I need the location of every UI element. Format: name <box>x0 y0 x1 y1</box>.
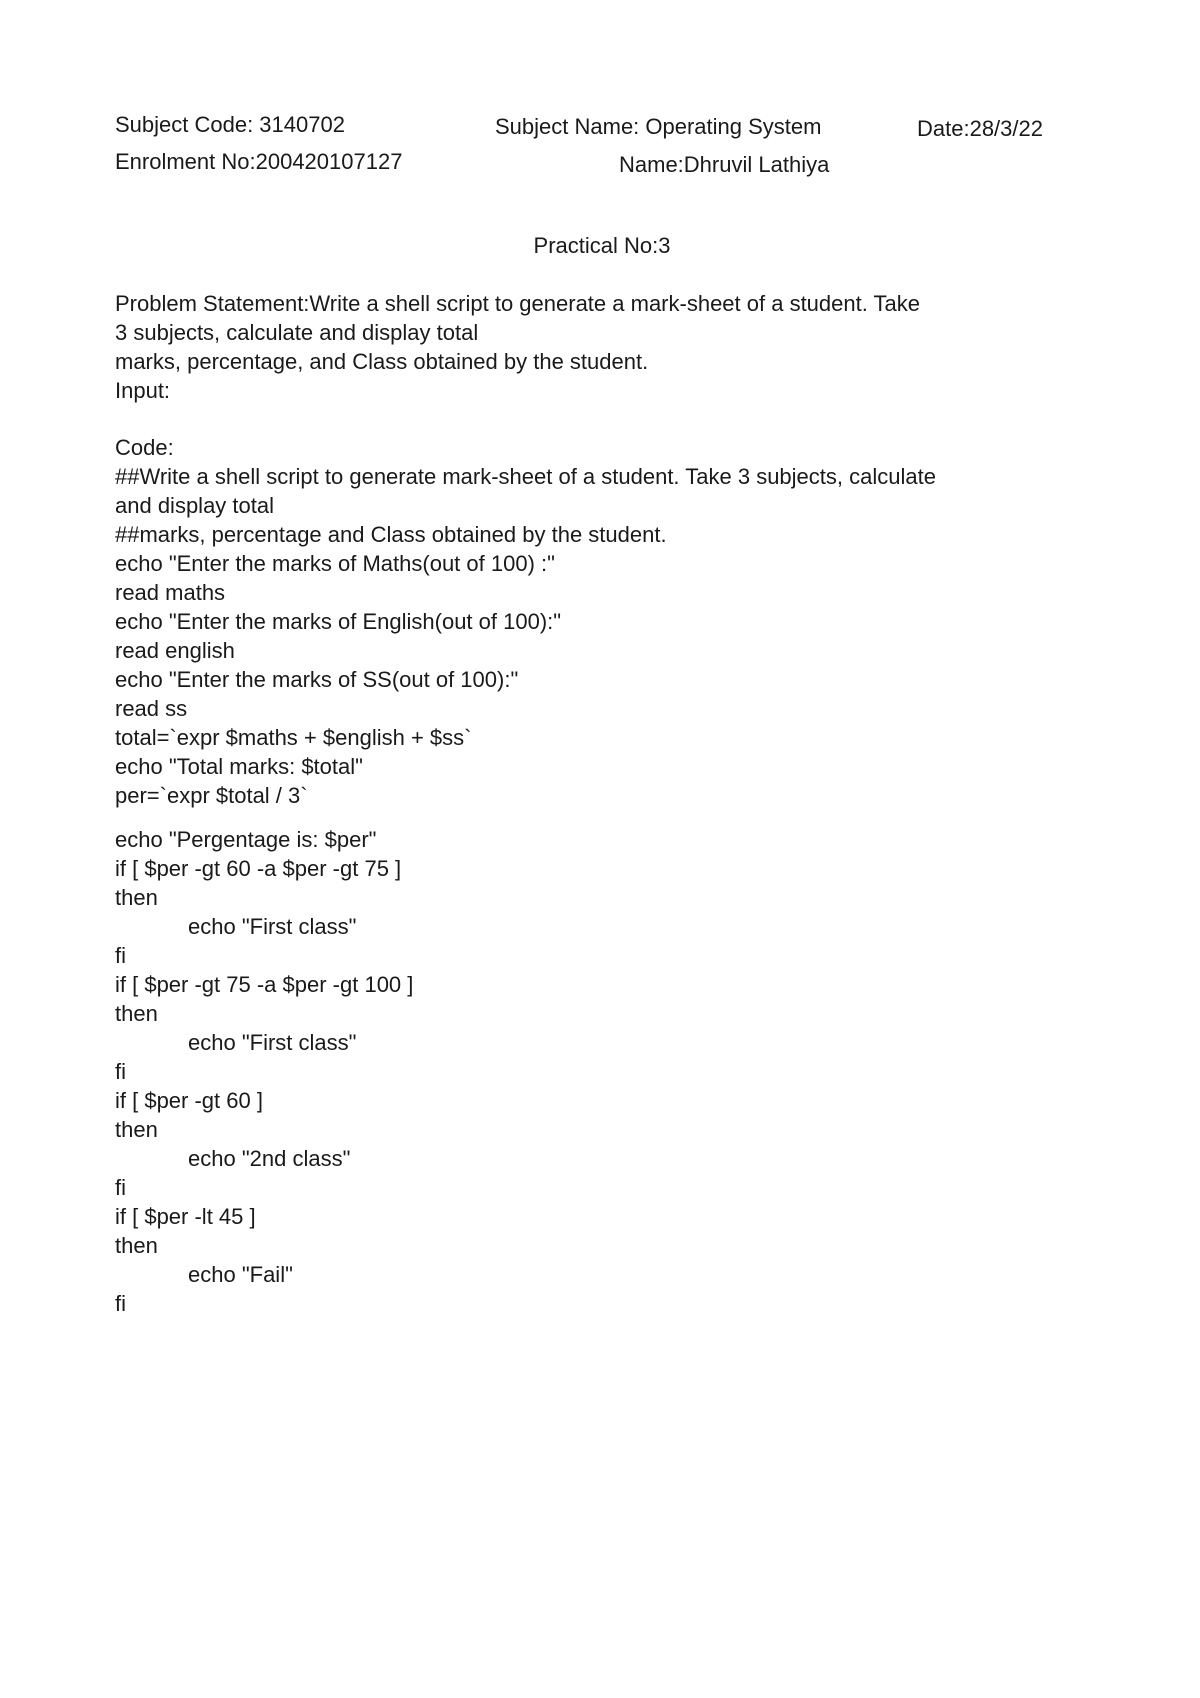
code-line: echo "First class" <box>188 914 357 939</box>
problem-line: marks, percentage, and Class obtained by the student. <box>115 349 649 374</box>
code-line: fi <box>115 1059 126 1084</box>
code-line: fi <box>115 1291 126 1316</box>
problem-statement <box>115 289 1065 405</box>
code-line: read english <box>115 638 235 663</box>
code-line: echo "First class" <box>188 1030 357 1055</box>
code-line: then <box>115 1233 158 1258</box>
student-name: Name:Dhruvil Lathiya <box>619 152 830 177</box>
date: Date:28/3/22 <box>917 116 1043 141</box>
code-line: read ss <box>115 696 188 721</box>
subject-code: Subject Code: 3140702 <box>115 112 345 137</box>
subject-name: Subject Name: Operating System <box>495 114 822 139</box>
code-line: if [ $per -gt 75 -a $per -gt 100 ] <box>115 972 414 997</box>
code-line: echo "Total marks: $total" <box>115 754 363 779</box>
code-line: then <box>115 1001 158 1026</box>
input-label: Input: <box>115 378 171 403</box>
code-line: then <box>115 1117 158 1142</box>
code-line: ##Write a shell script to generate mark-sheet of a student. Take 3 subjects, calculate <box>115 464 936 489</box>
code-line: total=`expr $maths + $english + $ss` <box>115 725 472 750</box>
code-line: if [ $per -gt 60 -a $per -gt 75 ] <box>115 856 402 881</box>
code-line: echo "Fail" <box>188 1262 293 1287</box>
code-line: ##marks, percentage and Class obtained by the student. <box>115 522 667 547</box>
code-line: fi <box>115 943 126 968</box>
code-line: if [ $per -gt 60 ] <box>115 1088 263 1113</box>
code-line: echo "Enter the marks of English(out of 100):" <box>115 609 562 634</box>
code-line: echo "Enter the marks of SS(out of 100):" <box>115 667 519 692</box>
code-line: echo "2nd class" <box>188 1146 351 1171</box>
code-line: echo "Pergentage is: $per" <box>115 827 377 852</box>
code-line: if [ $per -lt 45 ] <box>115 1204 256 1229</box>
problem-line: 3 subjects, calculate and display total <box>115 320 479 345</box>
enrolment-number: Enrolment No:200420107127 <box>115 149 403 174</box>
code-label: Code: <box>115 435 174 460</box>
code-line: per=`expr $total / 3` <box>115 783 308 808</box>
problem-line: Problem Statement:Write a shell script to generate a mark-sheet of a student. Take <box>115 291 921 316</box>
practical-title: Practical No:3 <box>533 233 671 258</box>
code-line: echo "Enter the marks of Maths(out of 100) :" <box>115 551 555 576</box>
code-line: then <box>115 885 158 910</box>
code-block <box>115 433 1065 1318</box>
code-line: read maths <box>115 580 226 605</box>
code-line: fi <box>115 1175 126 1200</box>
code-line: and display total <box>115 493 274 518</box>
